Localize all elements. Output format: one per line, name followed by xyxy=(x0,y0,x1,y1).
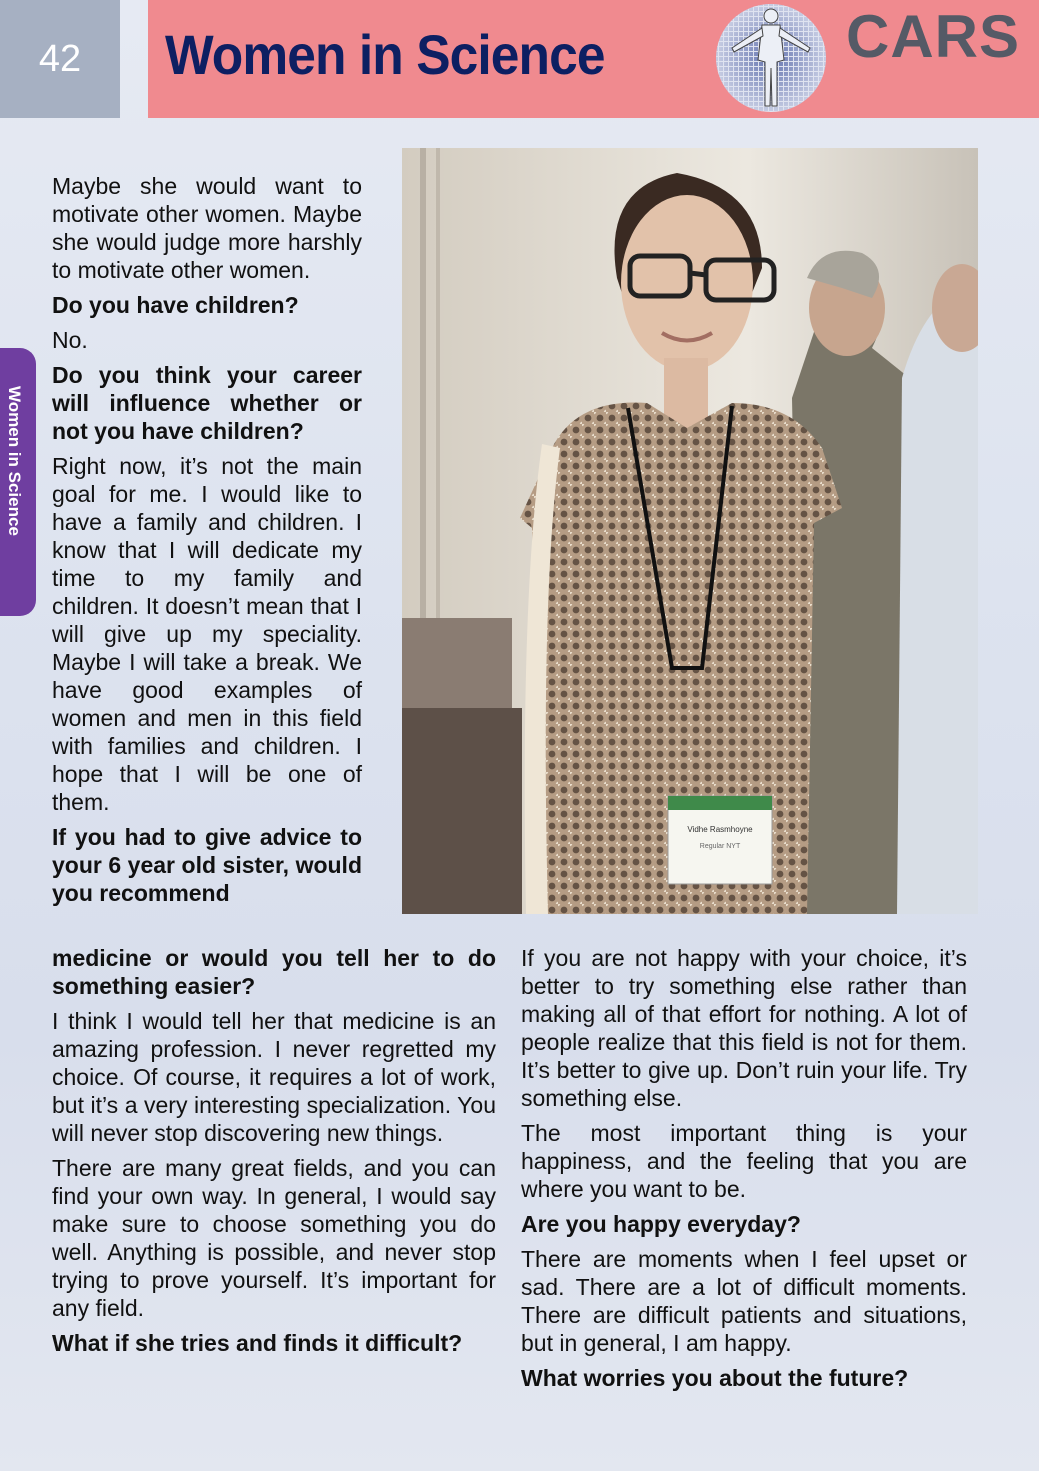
interview-answer: I think I would tell her that medicine is an amazing profession. I never regretted my choice. Of course, it requires a lot of work, but it’s a very interesting specialization. You will never stop discovering new things. xyxy=(52,1008,496,1146)
interview-question: medicine or would you tell her to do something easier? xyxy=(52,945,496,999)
badge-name: Vidhe Rasmhoyne xyxy=(687,825,753,834)
interview-answer: Right now, it’s not the main goal for me. I would like to have a family and children. I know that I will dedicate my time to my family and children. It doesn’t mean that I will give up my speciality. Maybe I will take a break. We have good examples of women and men in this field with families and children. I hope that I will be one of them. xyxy=(52,453,362,815)
page-title: Women in Science xyxy=(165,23,605,86)
interview-question: Are you happy everyday? xyxy=(521,1211,801,1237)
interview-question: Do you have children? xyxy=(52,292,299,318)
interview-question: If you had to give advice to your 6 year old sister, would you recommend xyxy=(52,824,362,906)
interview-question: Do you think your career will influence whether or not you have children? xyxy=(52,362,362,444)
interview-answer: There are many great fields, and you can find your own way. In general, I would say make sure to choose something you do well. Anything is possible, and never stop trying to prove yourself. It’s important for any field. xyxy=(52,1155,496,1321)
interview-answer: Maybe she would want to motivate other women. Maybe she would judge more harshly to motivate other women. xyxy=(52,173,362,283)
interview-question: What worries you about the future? xyxy=(521,1365,909,1391)
page-number: 42 xyxy=(0,0,120,118)
interview-answer: If you are not happy with your choice, it’s better to try something else rather than making all of that effort for nothing. A lot of people realize that this field is not for them. It’s better to give up. Don’t ruin your life. Try something else. xyxy=(521,945,967,1111)
cars-logo-text: CARS xyxy=(846,3,1021,70)
interview-answer: The most important thing is your happiness, and the feeling that you are where you want to be. xyxy=(521,1120,967,1202)
interview-question: What if she tries and finds it difficult? xyxy=(52,1330,463,1356)
column-top-left xyxy=(52,172,362,914)
interview-answer: No. xyxy=(52,327,88,353)
section-side-tab xyxy=(0,348,36,616)
badge-role: Regular NYT xyxy=(699,843,741,850)
page-header xyxy=(0,0,1039,118)
column-bottom-right xyxy=(521,944,967,1399)
side-tab-label: Women in Science xyxy=(5,386,24,536)
vitruvian-man-icon xyxy=(714,2,828,114)
column-bottom-left xyxy=(52,944,496,1364)
portrait-photo xyxy=(402,148,978,914)
interview-answer: There are moments when I feel upset or sad. There are a lot of difficult moments. There are difficult patients and situations, but in general, I am happy. xyxy=(521,1246,967,1356)
